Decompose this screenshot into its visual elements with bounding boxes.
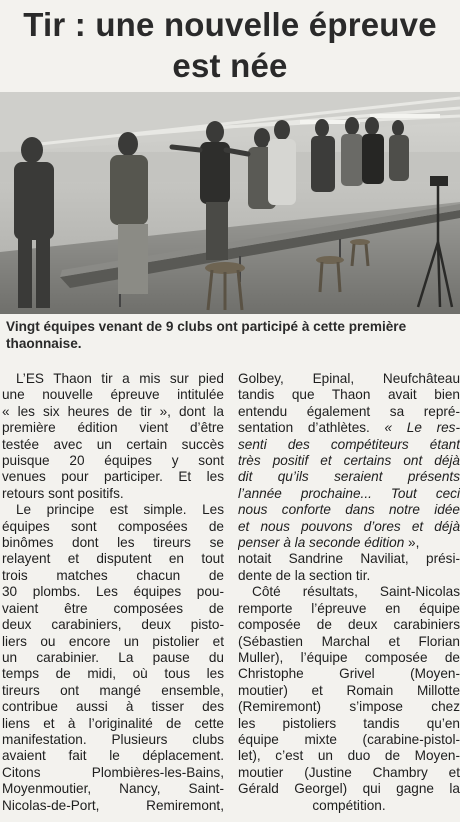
article-line: très positif et certains ont déjà [238, 453, 460, 469]
article-line: tireurs ont mangé ensemble, [2, 682, 224, 698]
article-line: composée de deux carabiniers [238, 617, 460, 633]
article-line: retours sont positifs. [2, 485, 124, 501]
article-line: entendu également sa repré- [238, 403, 460, 419]
article-line: (Remiremont) s’impose chez [238, 699, 460, 715]
article-line: vaient être composées de [2, 600, 224, 616]
article-line: moutier (Justine Chambry et [238, 764, 460, 780]
article-line: dit qu’ils seraient présents [238, 469, 460, 485]
article-line: testée avec un certain succès [2, 436, 224, 452]
article-line: (Sébastien Marchal et Florian [238, 633, 460, 649]
article-line: équipe mixte (carabine-pistol- [238, 731, 460, 747]
article-line: remporte l’épreuve en équipe [238, 600, 460, 616]
article-line: contribue aussi à tisser des [2, 699, 224, 715]
article-line: relayent et disputent en tout [2, 551, 224, 567]
article-line: tandis que Thaon avait bien [238, 387, 460, 403]
article-line: moutier) et Romain Millotte [238, 682, 460, 698]
article-segment: sentation d’athlètes. [238, 420, 370, 436]
article-line: Côté résultats, Saint-Nicolas [252, 584, 460, 600]
article-line: première édition vient d’être [2, 420, 224, 436]
article-line: trois matches chacun de [2, 567, 224, 583]
article-line: L’ES Thaon tir a mis sur pied [16, 371, 224, 386]
article-line: un carabinier. La pause du [2, 649, 224, 665]
headline-line-1: Tir : une nouvelle épreuve [23, 6, 437, 43]
article-line: Citons Plombières-les-Bains, [2, 764, 224, 780]
article-line: liens et à l’originalité de cette [2, 715, 224, 731]
article-line: Gérald Georgel) qui gagne la [238, 781, 460, 797]
article-line: venues pour participer. Et les [2, 469, 224, 485]
article-line: « les six heures de tir », dont la [2, 403, 224, 419]
article-line: 30 plombs. Les équipes pou- [2, 584, 224, 600]
article-line: let), c’est un duo de Moyen- [238, 748, 460, 764]
article-column-left [2, 371, 224, 814]
article-line: puisque 20 équipes y sont [2, 453, 224, 469]
article-line: les pistoliers tandis qu’en [238, 715, 460, 731]
article-line-with-quote [238, 420, 460, 436]
article-line: manifestation. Plusieurs clubs [2, 731, 224, 747]
quote-segment: penser à la seconde édition [238, 535, 405, 551]
article-line: Nicolas-de-Port, Remiremont, [2, 797, 224, 813]
article-line: senti des compétiteurs étant [238, 436, 460, 452]
article-column-right [238, 371, 460, 814]
article-line: Christophe Grivel (Moyen- [238, 666, 460, 682]
article-line: avaient fait le déplacement. [2, 748, 224, 764]
article-line: l’année prochaine... Tout ceci [238, 485, 460, 501]
photo-illustration [0, 92, 460, 314]
article-line: une nouvelle épreuve intitulée [2, 387, 224, 403]
article-line: Golbey, Epinal, Neufchâteau [238, 371, 460, 386]
headline-line-2: est née [172, 47, 288, 84]
article-line: liers ou encore un pistolier et [2, 633, 224, 649]
caption-line: Vingt équipes venant de 9 clubs ont participé à cette première [6, 319, 407, 334]
article-line-with-quote-end [238, 535, 460, 551]
article-segment: », [404, 535, 420, 551]
article-line: Muller), l’équipe composée de [238, 649, 460, 665]
article-line: Moyenmoutier, Nancy, Saint- [2, 781, 224, 797]
article-line: dente de la section tir. [238, 567, 371, 583]
article-line: temps de midi, où tous les [2, 666, 224, 682]
shooting-range-photo [0, 92, 460, 314]
article-line: et nous pouvons d’ores et déjà [238, 518, 460, 534]
article-line: équipes sont composées de [2, 518, 224, 534]
article-line: binômes dont les tireurs se [2, 535, 224, 551]
article-line: deux carabiniers, deux pisto- [2, 617, 224, 633]
quote-segment: « Le res- [384, 420, 460, 436]
caption-line: thaonnaise. [6, 336, 82, 351]
headline [0, 4, 460, 86]
photo-caption [6, 318, 456, 352]
article-line: compétition. [312, 797, 386, 813]
article-line: Le principe est simple. Les [16, 502, 224, 518]
article-line: notait Sandrine Naviliat, prési- [238, 551, 460, 567]
article-line: nous conforte dans notre idée [238, 502, 460, 518]
